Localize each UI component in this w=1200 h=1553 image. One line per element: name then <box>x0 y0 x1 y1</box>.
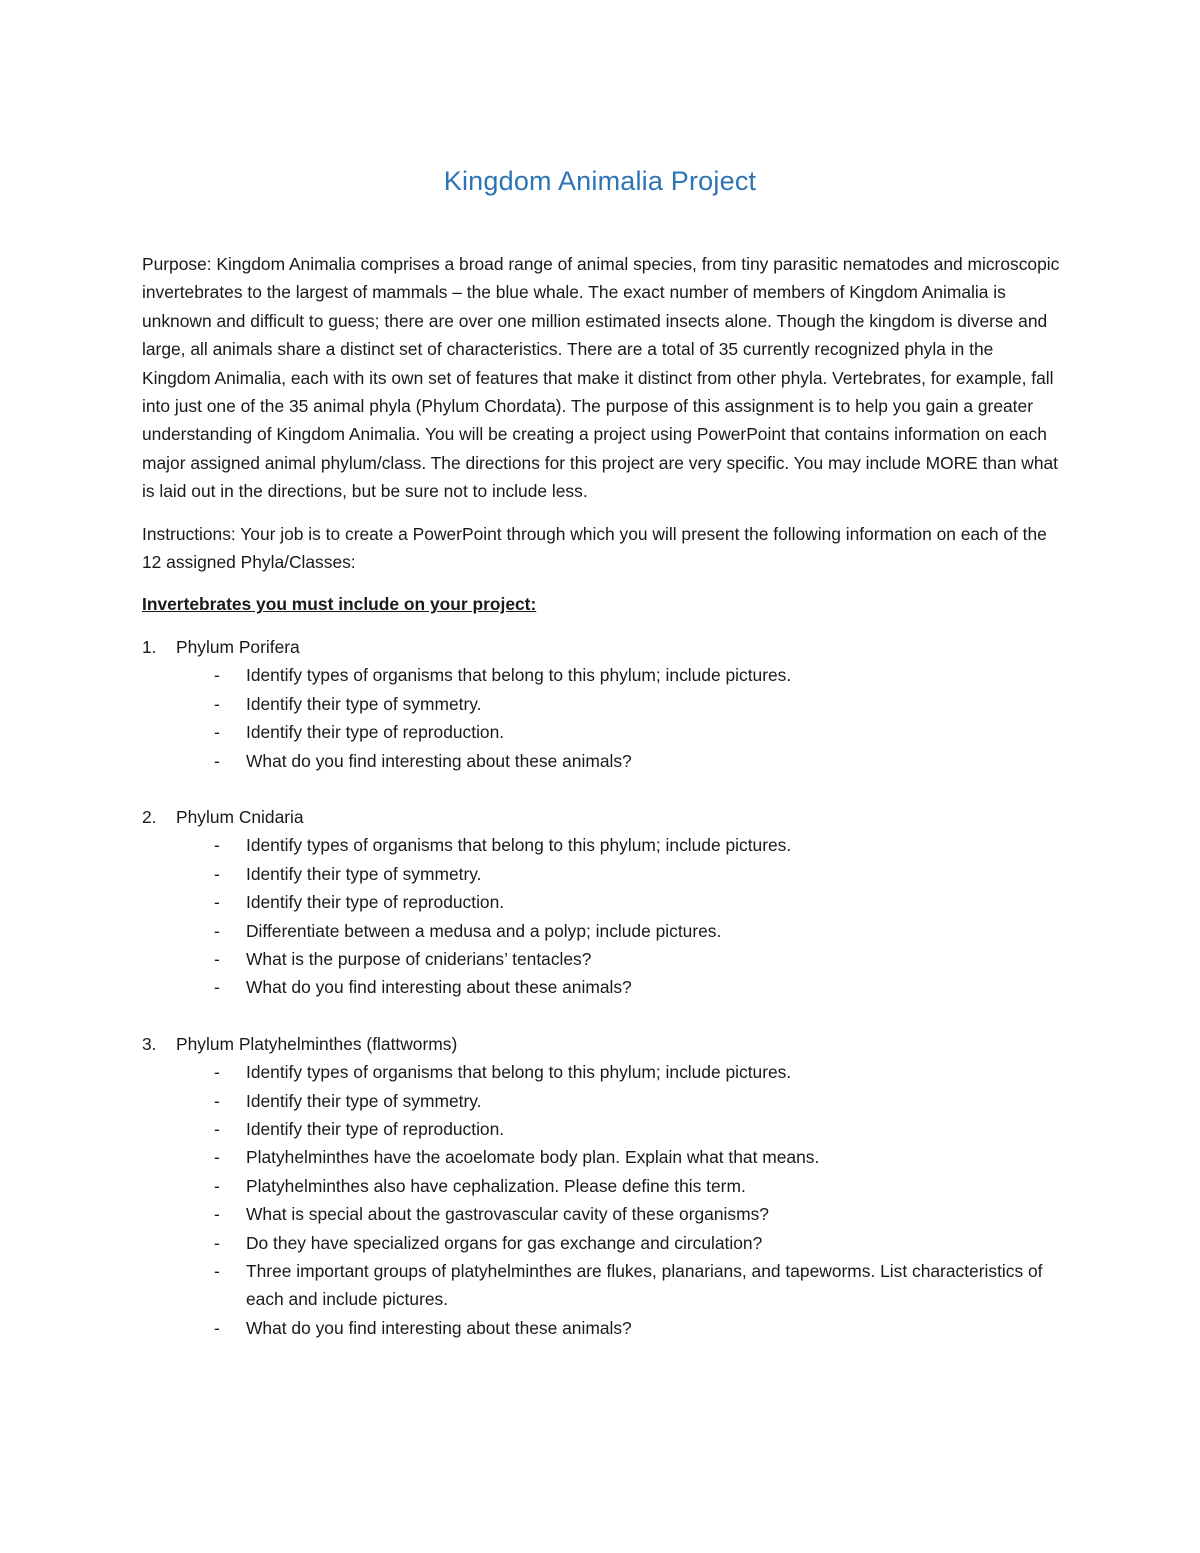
list-item-text: What do you find interesting about these animals? <box>246 1317 632 1338</box>
phylum-number: 1. <box>142 636 157 657</box>
list-item-text: Identify their type of symmetry. <box>246 863 482 884</box>
document-title: Kingdom Animalia Project <box>443 166 757 196</box>
list-item <box>142 718 1062 746</box>
list-item-text: Identify their type of reproduction. <box>246 722 505 743</box>
phylum-section-platyhelminthes <box>142 1030 1062 1342</box>
list-item-text: Identify their type of reproduction. <box>246 1118 505 1139</box>
dash-bullet: - <box>214 1147 220 1168</box>
phylum-number: 3. <box>142 1033 157 1054</box>
list-item-text: Three important groups of platyhelminthes are flukes, planarians, and tapeworms. List characteristics of each and include pictures. <box>246 1261 1043 1310</box>
phylum-title <box>142 633 1062 661</box>
dash-bullet: - <box>214 1261 220 1281</box>
list-item <box>142 1200 1062 1228</box>
phylum-name: Phylum Cnidaria <box>176 806 304 827</box>
list-item-text: What is the purpose of cniderians’ tentacles? <box>246 948 592 969</box>
list-item-text: Platyhelminthes have the acoelomate body plan. Explain what that means. <box>246 1147 820 1168</box>
dash-bullet: - <box>214 1062 220 1083</box>
list-item <box>142 860 1062 888</box>
phylum-item-list <box>142 1058 1062 1342</box>
list-item <box>142 747 1062 775</box>
list-item <box>142 1087 1062 1115</box>
phylum-title <box>142 803 1062 831</box>
dash-bullet: - <box>214 1175 220 1196</box>
list-item <box>142 1229 1062 1257</box>
dash-bullet: - <box>214 693 220 714</box>
list-item <box>142 1172 1062 1200</box>
list-item <box>142 690 1062 718</box>
list-item <box>142 1115 1062 1143</box>
list-item <box>142 945 1062 973</box>
dash-bullet: - <box>214 1090 220 1111</box>
dash-bullet: - <box>214 750 220 771</box>
dash-bullet: - <box>214 977 220 998</box>
phylum-name: Phylum Platyhelminthes (flattworms) <box>176 1033 458 1054</box>
list-item <box>142 973 1062 1001</box>
list-item-text: Platyhelminthes also have cephalization. Please define this term. <box>246 1175 746 1196</box>
list-item-text: Identify types of organisms that belong to this phylum; include pictures. <box>246 665 792 686</box>
list-item <box>142 831 1062 859</box>
document-body <box>142 250 1062 1370</box>
list-item <box>142 1314 1062 1342</box>
phylum-item-list <box>142 661 1062 775</box>
instructions-paragraph: Instructions: Your job is to create a PowerPoint through which you will present the following information on each of the 12 assigned Phyla/Classes: <box>142 523 1047 573</box>
phylum-section-porifera <box>142 633 1062 775</box>
list-item-text: Differentiate between a medusa and a polyp; include pictures. <box>246 920 722 941</box>
list-item-text: Identify their type of reproduction. <box>246 892 505 913</box>
list-item-text: Do they have specialized organs for gas exchange and circulation? <box>246 1232 763 1253</box>
list-item-text: Identify types of organisms that belong to this phylum; include pictures. <box>246 835 792 856</box>
dash-bullet: - <box>214 892 220 913</box>
list-item-text: What is special about the gastrovascular cavity of these organisms? <box>246 1204 769 1225</box>
phylum-title <box>142 1030 1062 1058</box>
dash-bullet: - <box>214 1317 220 1338</box>
list-item <box>142 917 1062 945</box>
dash-bullet: - <box>214 835 220 856</box>
dash-bullet: - <box>214 863 220 884</box>
list-item-text: Identify their type of symmetry. <box>246 693 482 714</box>
list-item <box>142 1257 1062 1314</box>
phylum-name: Phylum Porifera <box>176 636 300 657</box>
list-item-text: What do you find interesting about these animals? <box>246 750 632 771</box>
list-item-text: Identify types of organisms that belong to this phylum; include pictures. <box>246 1062 792 1083</box>
list-item-text: Identify their type of symmetry. <box>246 1090 482 1111</box>
dash-bullet: - <box>214 1118 220 1139</box>
dash-bullet: - <box>214 665 220 686</box>
purpose-paragraph: Purpose: Kingdom Animalia comprises a broad range of animal species, from tiny parasitic nematodes and microscopic invertebrates to the largest of mammals – the blue whale. The exact number of members of Kingdom Animalia is unknown and difficult to guess; there are over one million estimated insects alone. Though the kingdom is diverse and large, all animals share a distinct set of characteristics. There are a total of 35 currently recognized phyla in the Kingdom Animalia, each with its own set of features that make it distinct from other phyla. Vertebrates, for example, fall into just one of the 35 animal phyla (Phylum Chordata). The purpose of this assignment is to help you gain a greater understanding of Kingdom Animalia. You will be creating a project using PowerPoint that contains information on each major assigned animal phylum/class. The directions for this project are very specific. You may include MORE than what is laid out in the directions, but be sure not to include less. <box>142 254 1060 502</box>
dash-bullet: - <box>214 948 220 969</box>
dash-bullet: - <box>214 722 220 743</box>
list-item <box>142 1058 1062 1086</box>
list-item <box>142 888 1062 916</box>
phylum-item-list <box>142 831 1062 1001</box>
dash-bullet: - <box>214 1204 220 1225</box>
list-item <box>142 661 1062 689</box>
dash-bullet: - <box>214 1232 220 1253</box>
phylum-section-cnidaria <box>142 803 1062 1002</box>
invertebrates-heading: Invertebrates you must include on your project: <box>142 594 537 615</box>
list-item-text: What do you find interesting about these animals? <box>246 977 632 998</box>
dash-bullet: - <box>214 920 220 941</box>
phylum-number: 2. <box>142 806 157 827</box>
list-item <box>142 1143 1062 1171</box>
